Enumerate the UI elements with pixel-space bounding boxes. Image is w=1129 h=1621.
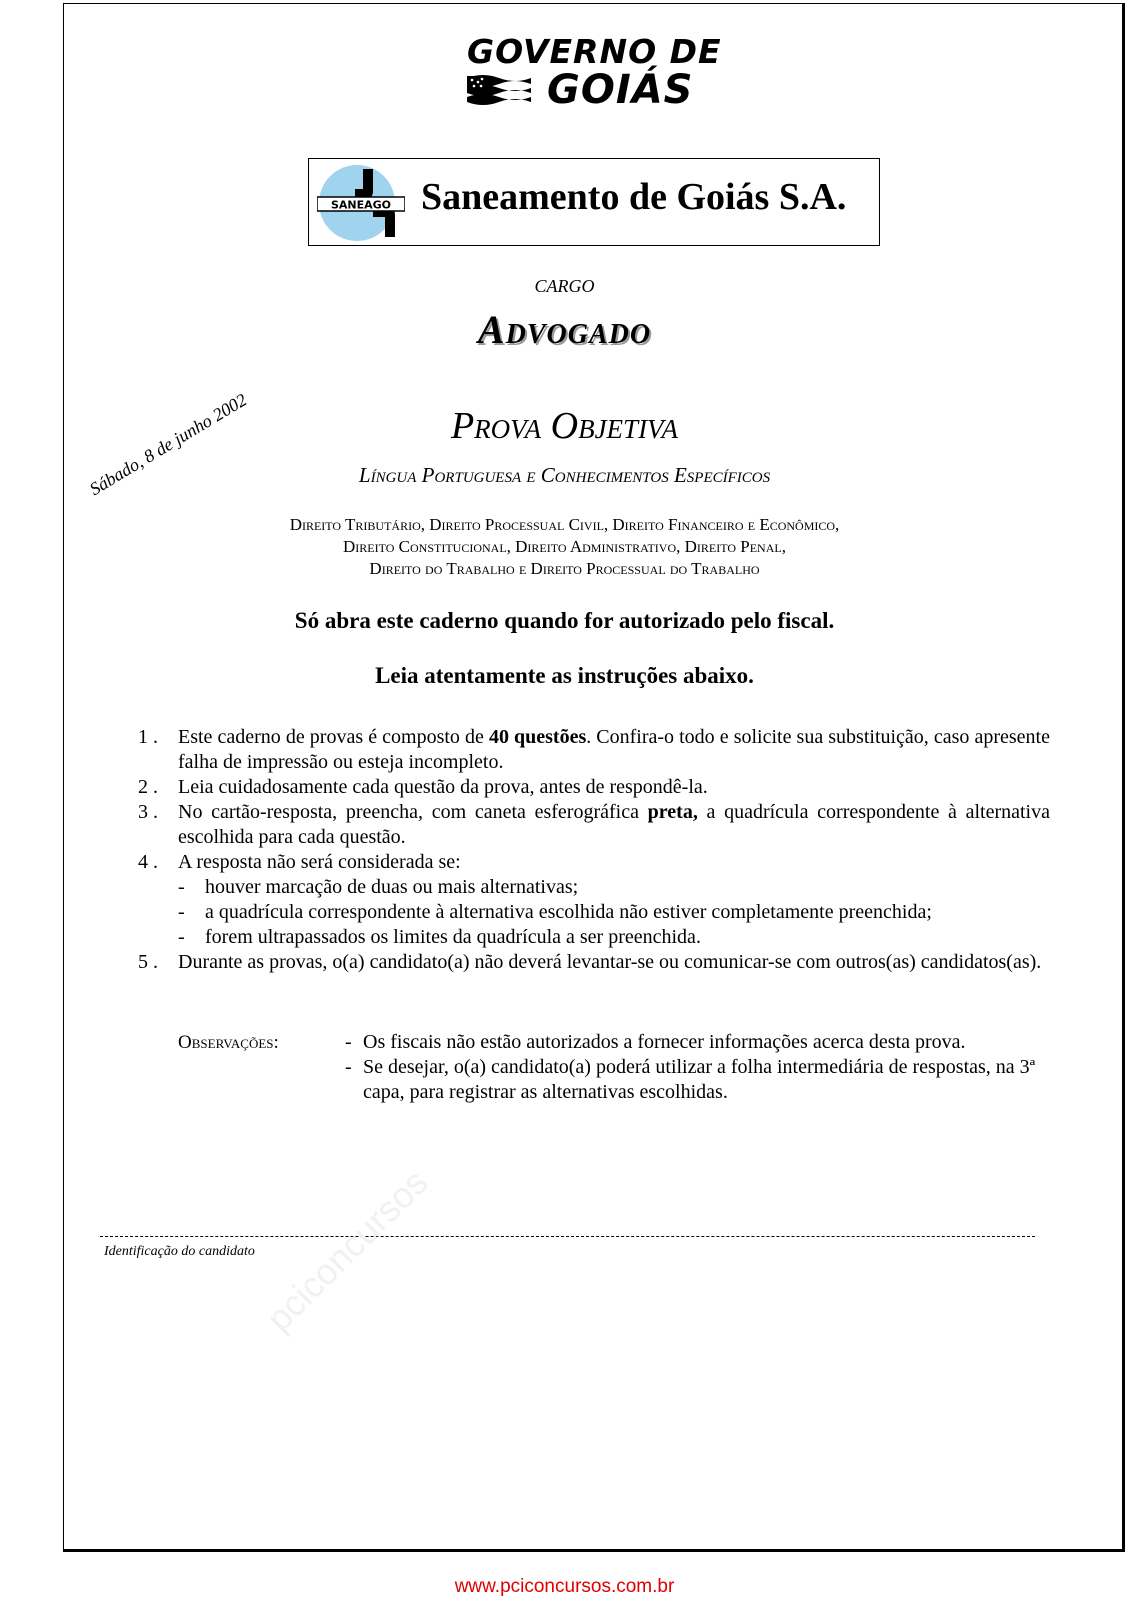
instruction-number: 4 . — [138, 851, 158, 873]
observation-item — [345, 1030, 1055, 1055]
cargo-label: CARGO — [534, 276, 595, 296]
company-name: Saneamento de Goiás S.A. — [421, 176, 847, 218]
subject-areas-line: Direito do Trabalho e Direito Processual do Trabalho — [369, 559, 760, 578]
instruction-text: a quadrícula correspondente à alternativa escolhida para cada questão. — [178, 801, 1050, 848]
candidate-id-line — [100, 1236, 1035, 1237]
instruction-item — [138, 950, 1050, 975]
flag-icon — [465, 72, 535, 108]
instruction-bold: preta, — [647, 801, 698, 823]
subitem-dash: - — [178, 876, 185, 898]
instruction-number: 2 . — [138, 776, 158, 798]
observation-item — [345, 1055, 1055, 1105]
saneago-logo — [317, 163, 405, 243]
observations-list — [345, 1030, 1055, 1105]
company-header-box — [308, 158, 880, 246]
read-instructions-warning: Leia atentamente as instruções abaixo. — [375, 663, 754, 688]
subject-areas-line: Direito Constitucional, Direito Administrativo, Direito Penal, — [343, 537, 786, 556]
gov-logo-line2: GOIÁS — [547, 67, 694, 113]
subitem-dash: - — [178, 901, 185, 923]
governo-goias-logo — [465, 32, 735, 112]
instruction-item — [138, 725, 1050, 775]
instruction-text: Este caderno de provas é composto de — [178, 726, 489, 748]
subject-areas — [0, 514, 1129, 580]
subitem-text: houver marcação de duas ou mais alternativas; — [205, 876, 579, 898]
observation-text: Se desejar, o(a) candidato(a) poderá utilizar a folha intermediária de respostas, na 3ª capa, para registrar as alternativas escolhidas. — [363, 1056, 1036, 1103]
subitem-text: a quadrícula correspondente à alternativa escolhida não estiver completamente preenchida; — [205, 901, 932, 923]
instruction-text: No cartão-resposta, preencha, com caneta esferográfica — [178, 801, 648, 823]
instruction-text: . Confira-o todo e solicite sua substituição, caso apresente falha de impressão ou esteja incompleto. — [178, 726, 1050, 773]
exam-subject: Língua Portuguesa e Conhecimentos Específicos — [358, 463, 771, 487]
cargo-title: Advogado — [477, 307, 652, 352]
footer-url: www.pciconcursos.com.br — [454, 1576, 675, 1597]
subject-areas-line: Direito Tributário, Direito Processual Civil, Direito Financeiro e Econômico, — [289, 515, 840, 534]
instructions-list — [138, 725, 1050, 975]
instruction-text: Durante as provas, o(a) candidato(a) não deverá levantar-se ou comunicar-se com outros(as) candidatos(as). — [178, 951, 1042, 973]
exam-title: Prova Objetiva — [450, 405, 679, 447]
open-warning: Só abra este caderno quando for autorizado pelo fiscal. — [294, 608, 835, 633]
instruction-item — [138, 775, 1050, 800]
observation-dash: - — [345, 1056, 352, 1078]
candidate-id-label: Identificação do candidato — [104, 1244, 255, 1259]
instruction-bold: 40 questões — [488, 726, 587, 748]
instruction-text: A resposta não será considerada se: — [178, 851, 461, 873]
observation-dash: - — [345, 1031, 352, 1053]
observations-label: Observações: — [178, 1032, 279, 1053]
gov-logo-line1: GOVERNO DE — [467, 32, 722, 71]
saneago-logo-text: SANEAGO — [330, 198, 392, 212]
exam-date-stamp: Sábado, 8 de junho 2002 — [86, 389, 251, 500]
instruction-item — [138, 850, 1050, 875]
instruction-number: 5 . — [138, 951, 158, 973]
watermark: pciconcursos — [258, 1161, 436, 1339]
instruction-subitem — [138, 900, 1050, 925]
instruction-number: 3 . — [138, 801, 158, 823]
observation-text: Os fiscais não estão autorizados a fornecer informações acerca desta prova. — [363, 1031, 966, 1053]
instruction-subitem — [138, 875, 1050, 900]
instruction-subitem — [138, 925, 1050, 950]
instruction-number: 1 . — [138, 726, 158, 748]
instruction-item — [138, 800, 1050, 850]
instruction-text: Leia cuidadosamente cada questão da prova, antes de respondê-la. — [178, 776, 708, 798]
subitem-text: forem ultrapassados os limites da quadrícula a ser preenchida. — [205, 926, 701, 948]
subitem-dash: - — [178, 926, 185, 948]
